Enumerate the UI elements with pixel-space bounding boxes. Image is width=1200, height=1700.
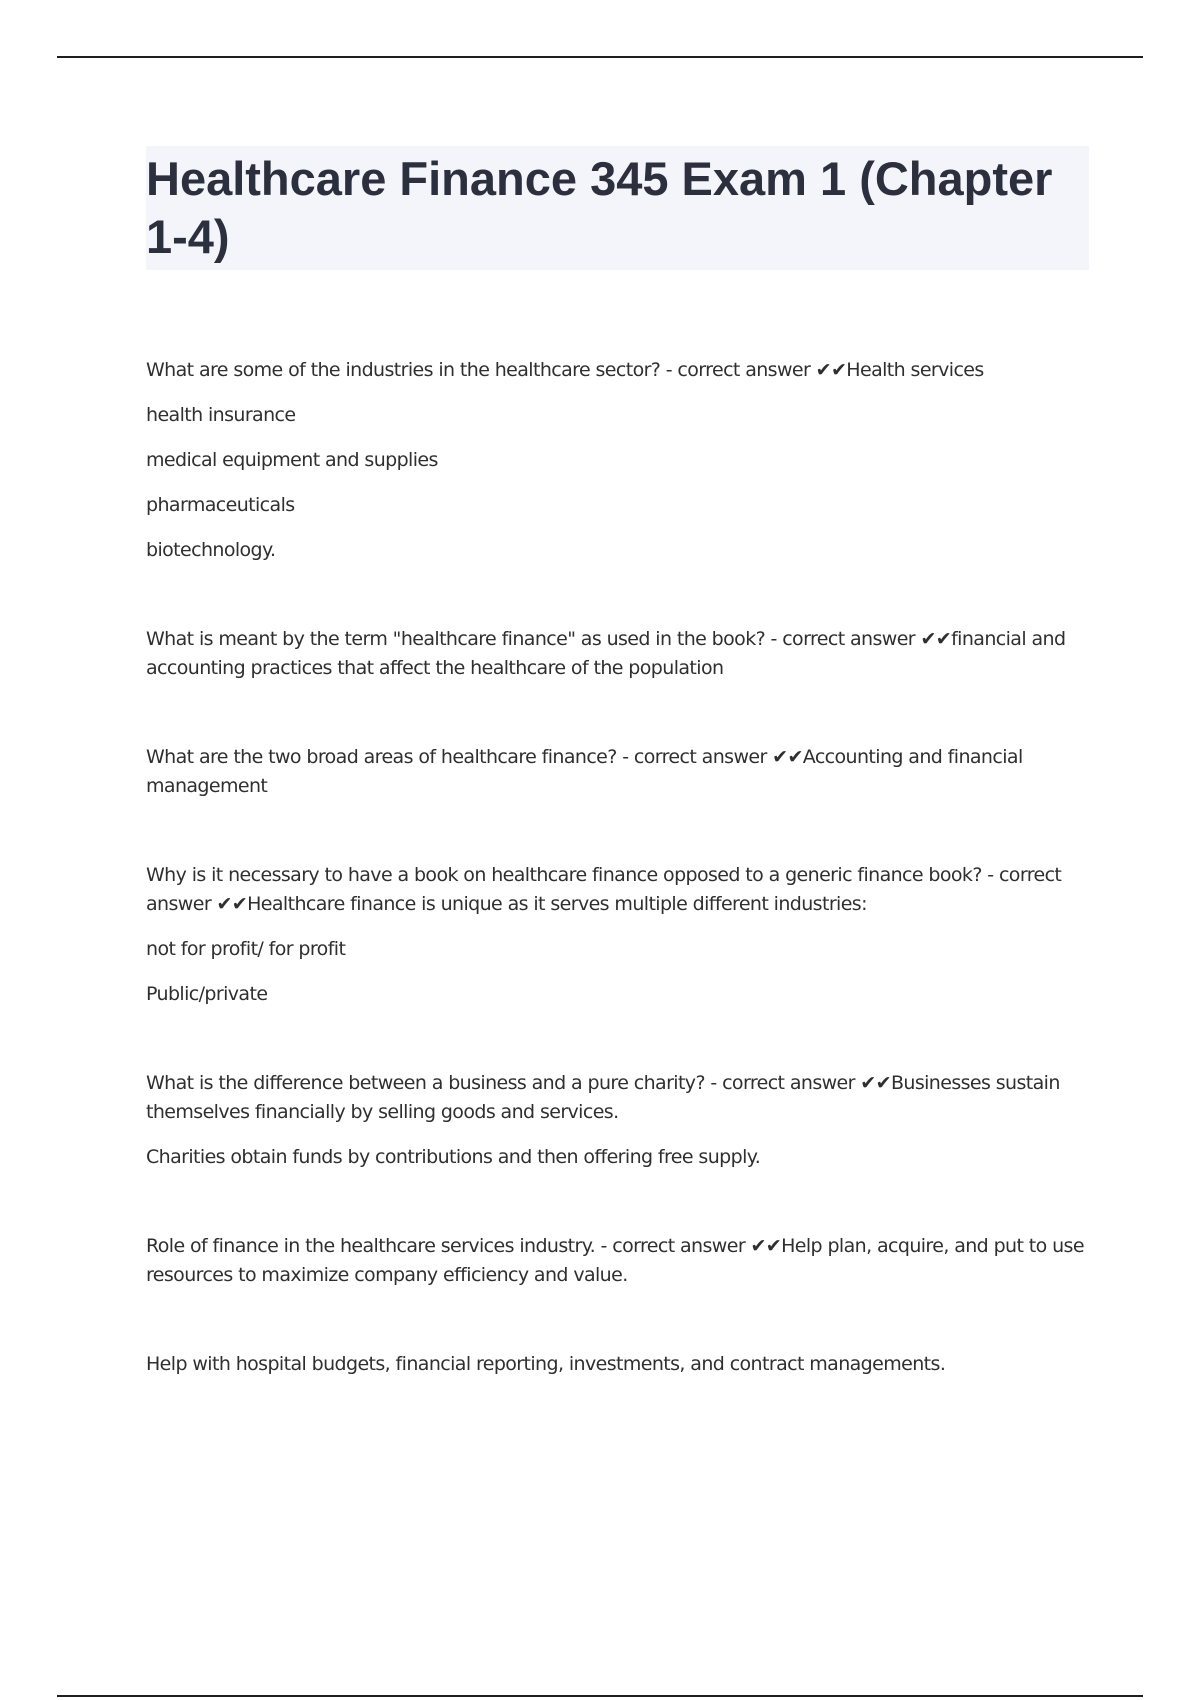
qa-answer-line: not for profit/ for profit: [146, 938, 346, 960]
qa-item: [146, 1350, 1089, 1379]
qa-question: Why is it necessary to have a book on healthcare finance opposed to a generic finance book? - correct answer ✔✔Healthcare finance is unique as it serves multiple different industries:: [146, 864, 1062, 915]
qa-question: What is meant by the term "healthcare finance" as used in the book? - correct answer ✔✔financial and accounting practices that affect the healthcare of the population: [146, 628, 1066, 679]
qa-answer-line: pharmaceuticals: [146, 494, 295, 516]
qa-item: [146, 356, 1089, 565]
qa-item: [146, 743, 1089, 801]
qa-note: Help with hospital budgets, financial reporting, investments, and contract managements.: [146, 1353, 946, 1375]
qa-item: [146, 861, 1089, 1009]
qa-list: [146, 356, 1089, 1379]
qa-item: [146, 1232, 1089, 1290]
title-banner: [146, 146, 1089, 270]
qa-question: What are the two broad areas of healthcare finance? - correct answer ✔✔Accounting and financial management: [146, 746, 1023, 797]
document-title: Healthcare Finance 345 Exam 1 (Chapter 1-4): [146, 152, 1053, 263]
qa-answer-line: Charities obtain funds by contributions and then offering free supply.: [146, 1146, 761, 1168]
top-divider: [57, 56, 1143, 58]
qa-answer-line: medical equipment and supplies: [146, 449, 438, 471]
qa-answer-line: Public/private: [146, 983, 268, 1005]
qa-question: What is the difference between a business and a pure charity? - correct answer ✔✔Businesses sustain themselves financially by selling goods and services.: [146, 1072, 1060, 1123]
qa-item: [146, 1069, 1089, 1172]
qa-question: What are some of the industries in the healthcare sector? - correct answer ✔✔Health services: [146, 359, 984, 381]
qa-answer-line: biotechnology.: [146, 539, 276, 561]
qa-item: [146, 625, 1089, 683]
qa-answer-line: health insurance: [146, 404, 296, 426]
bottom-divider: [57, 1695, 1143, 1697]
document-body: [146, 146, 1089, 1439]
qa-question: Role of finance in the healthcare services industry. - correct answer ✔✔Help plan, acquire, and put to use resources to maximize company efficiency and value.: [146, 1235, 1084, 1286]
